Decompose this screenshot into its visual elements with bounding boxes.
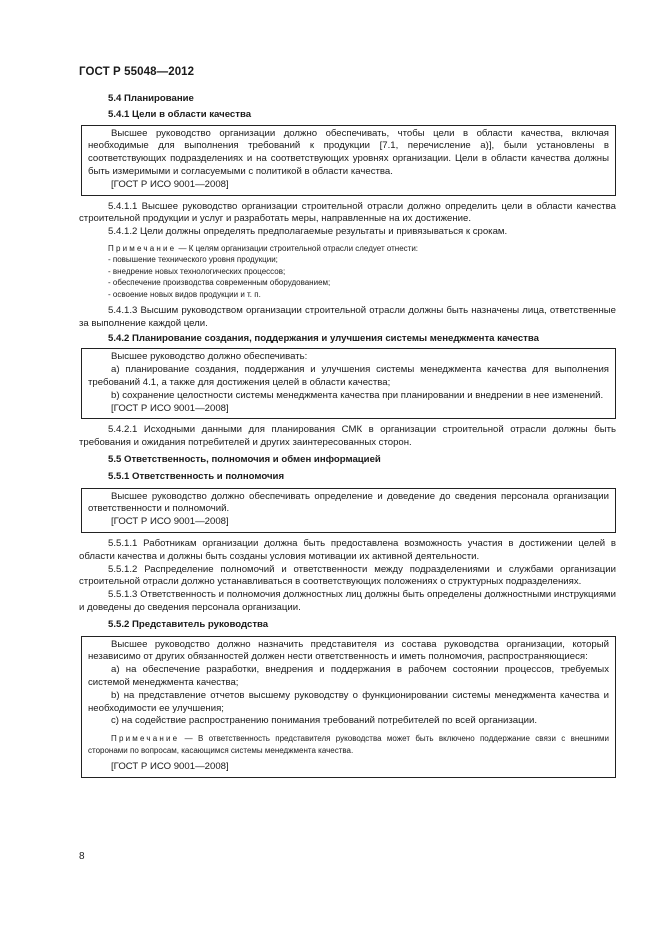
quote-reference: [ГОСТ Р ИСО 9001—2008] — [111, 516, 229, 528]
paragraph-5-5-1-1: 5.5.1.1 Работникам организации должна быть предоставлена возможность участия в достижении целей в области качества и должны быть созданы условия мотивации их активной деятельности. — [79, 537, 616, 562]
note-text: — В ответственность представителя руководства может быть включено поддержание связи с внешними сторонами по вопросам, касающимся системы менеджмента качества. — [88, 734, 609, 755]
note-item: - внедрение новых технологических процессов; — [108, 266, 286, 276]
document-header: ГОСТ Р 55048—2012 — [79, 66, 195, 78]
paragraph-5-5-1-2: 5.5.1.2 Распределение полномочий и ответственности между подразделениями и службами организации строительной отрасли должно устанавливаться в соответствующих положениях о структурных подразделениях. — [79, 563, 616, 588]
note-label: Примечание — [108, 243, 177, 253]
section-heading-5-4: 5.4 Планирование — [108, 93, 194, 104]
note-item: - освоение новых видов продукции и т. п. — [108, 289, 261, 299]
quote-box-iso-5-5-1 — [81, 488, 616, 533]
section-heading-5-5-2: 5.5.2 Представитель руководства — [108, 618, 269, 630]
paragraph-5-5-1-3: 5.5.1.3 Ответственность и полномочия должностных лиц должны быть определены должностными инструкциями и доведены до сведения персонала организации. — [79, 589, 616, 613]
section-heading-5-5-1: 5.5.1 Ответственность и полномочия — [108, 470, 285, 482]
quote-item-a: а) планирование создания, поддержания и улучшения системы менеджмента качества для выполнения требований 4.1, а также для достижения целей в области качества; — [88, 364, 609, 388]
quote-reference: [ГОСТ Р ИСО 9001—2008] — [111, 402, 229, 414]
quote-item-a: а) на обеспечение разработки, внедрения и поддержания в рабочем состоянии процессов, требуемых системой менеджмента качества; — [88, 664, 609, 688]
section-heading-5-4-2: 5.4.2 Планирование создания, поддержания и улучшения системы менеджмента качества — [108, 332, 539, 344]
quote-item-c: с) на содействие распространению понимания требований потребителей по всей организации. — [111, 715, 538, 727]
quote-box-iso-5-5-2 — [81, 636, 616, 778]
note-item: - обеспечение производства современным оборудованием; — [108, 278, 331, 288]
paragraph-5-4-1-1: 5.4.1.1 Высшее руководство организации строительной отрасли должно определить цели в области качества строительной продукции и услуг и разработать меры, направленные на их достижение. — [79, 200, 616, 225]
quote-box-iso-5-4-1 — [81, 125, 616, 196]
quote-text: Высшее руководство организации должно обеспечивать, чтобы цели в области качества, включая необходимые для выполнения требований к продукции [7.1, перечисление а)], были установлены в соответствующих подразделениях и на соответствующих уровнях организации. Цели в области качества должны быть измеримыми и согласуемыми с политикой в области качества. — [88, 127, 609, 177]
section-heading-5-5: 5.5 Ответственность, полномочия и обмен информацией — [108, 453, 381, 465]
quote-reference: [ГОСТ Р ИСО 9001—2008] — [111, 760, 229, 772]
paragraph-5-4-1-2: 5.4.1.2 Цели должны определять предполагаемые результаты и привязываться к срокам. — [108, 226, 508, 238]
note-item: - повышение технического уровня продукции; — [108, 255, 278, 265]
quote-item-b: b) на представление отчетов высшему руководству о функционировании системы менеджмента качества и необходимости ее улучшения; — [88, 689, 609, 714]
document-body — [79, 93, 616, 783]
paragraph-5-4-1-3: 5.4.1.3 Высшим руководством организации строительной отрасли должны быть назначены лица, ответственные за выполнение каждой цели. — [79, 305, 616, 329]
quote-item-b: b) сохранение целостности системы менеджмента качества при планировании и внедрении в нее изменений. — [111, 389, 604, 401]
page-number: 8 — [79, 851, 85, 862]
paragraph-5-4-2-1: 5.4.2.1 Исходными данными для планирования СМК в организации строительной отрасли должны быть требования и ожидания потребителей и других заинтересованных сторон. — [79, 424, 616, 449]
note-5-4-1-2 — [79, 243, 616, 300]
quote-text: Высшее руководство должно обеспечивать определение и доведение до сведения персонала организации ответственности и полномочий. — [88, 490, 609, 515]
quote-intro: Высшее руководство должно назначить представителя из состава руководства организации, который независимо от других обязанностей должен нести ответственность и иметь полномочия, распространяющиеся: — [88, 638, 609, 663]
quote-reference: [ГОСТ Р ИСО 9001—2008] — [111, 178, 229, 190]
section-heading-5-4-1: 5.4.1 Цели в области качества — [108, 108, 252, 120]
note-label: Примечание — [111, 734, 180, 744]
quote-box-iso-5-4-2 — [81, 348, 616, 419]
quote-note — [88, 733, 609, 756]
quote-intro: Высшее руководство должно обеспечивать: — [111, 351, 308, 363]
note-text: — К целям организации строительной отрасли следует отнести: — [176, 243, 419, 253]
